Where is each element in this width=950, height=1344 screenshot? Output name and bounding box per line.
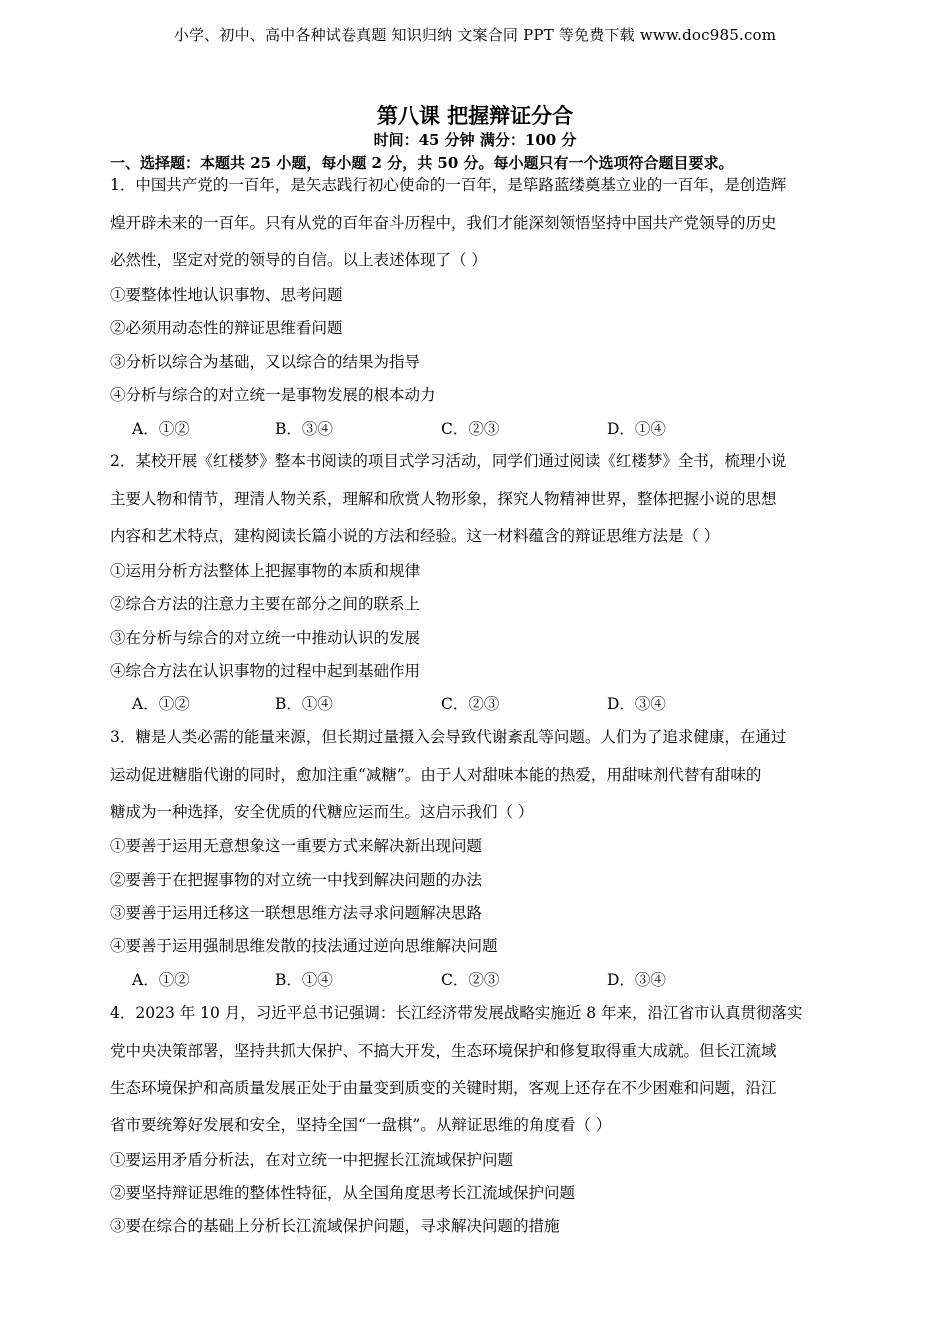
statement-item: ③要在综合的基础上分析长江流域保护问题，寻求解决问题的措施 <box>110 1217 560 1235</box>
option-c: C．②③ <box>441 420 500 438</box>
site-banner: 小学、初中、高中各种试卷真题 知识归纳 文案合同 PPT 等免费下载 www.doc985.com <box>173 26 777 44</box>
option-b: B．③④ <box>275 420 333 438</box>
statement-item: ①要整体性地认识事物、思考问题 <box>110 286 343 304</box>
question-stem-line: 运动促进糖脂代谢的同时，愈加注重“减糖”。由于人对甜味本能的热爱，用甜味剂代替有甜味的 <box>110 766 762 784</box>
statement-item: ③分析以综合为基础，又以综合的结果为指导 <box>110 353 421 371</box>
question-stem-line: 2．某校开展《红楼梦》整本书阅读的项目式学习活动，同学们通过阅读《红楼梦》全书，梳理小说 <box>110 452 787 470</box>
statement-item: ①要运用矛盾分析法，在对立统一中把握长江流域保护问题 <box>110 1151 514 1169</box>
option-b: B．①④ <box>275 695 333 713</box>
statement-item: ④分析与综合的对立统一是事物发展的根本动力 <box>110 386 436 404</box>
option-c: C．②③ <box>441 971 500 989</box>
section-heading: 一、选择题：本题共 25 小题，每小题 2 分，共 50 分。每小题只有一个选项符合题目要求。 <box>110 154 734 172</box>
statement-item: ④综合方法在认识事物的过程中起到基础作用 <box>110 662 421 680</box>
statement-item: ①运用分析方法整体上把握事物的本质和规律 <box>110 562 421 580</box>
option-a: A．①② <box>132 420 190 438</box>
statement-item: ②综合方法的注意力主要在部分之间的联系上 <box>110 595 421 613</box>
question-stem-line: 3．糖是人类必需的能量来源，但长期过量摄入会导致代谢紊乱等问题。人们为了追求健康，在通过 <box>110 728 787 746</box>
statement-item: ①要善于运用无意想象这一重要方式来解决新出现问题 <box>110 837 483 855</box>
statement-item: ③要善于运用迁移这一联想思维方法寻求问题解决思路 <box>110 904 483 922</box>
option-a: A．①② <box>132 695 190 713</box>
question-stem-line: 省市要统筹好发展和安全，坚持全国“一盘棋”。从辩证思维的角度看（ ） <box>110 1116 612 1134</box>
question-stem-line: 内容和艺术特点，建构阅读长篇小说的方法和经验。这一材料蕴含的辩证思维方法是（ ） <box>110 527 720 545</box>
question-stem-line: 生态环境保护和高质量发展正处于由量变到质变的关键时期，客观上还存在不少困难和问题，沿江 <box>110 1079 777 1097</box>
option-d: D．①④ <box>607 420 666 438</box>
option-b: B．①④ <box>275 971 333 989</box>
page-title: 第八课 把握辩证分合 <box>376 103 574 128</box>
option-d: D．③④ <box>607 695 666 713</box>
statement-item: ④要善于运用强制思维发散的技法通过逆向思维解决问题 <box>110 937 498 955</box>
question-stem-line: 1．中国共产党的一百年，是矢志践行初心使命的一百年，是筚路蓝缕奠基立业的一百年，是创造辉 <box>110 176 787 194</box>
statement-item: ②要善于在把握事物的对立统一中找到解决问题的办法 <box>110 871 483 889</box>
question-stem-line: 4．2023 年 10 月，习近平总书记强调：长江经济带发展战略实施近 8 年来，沿江省市认真贯彻落实 <box>110 1004 803 1022</box>
question-stem-line: 糖成为一种选择，安全优质的代糖应运而生。这启示我们（ ） <box>110 803 534 821</box>
question-stem-line: 必然性，坚定对党的领导的自信。以上表述体现了（ ） <box>110 251 487 269</box>
question-stem-line: 煌开辟未来的一百年。只有从党的百年奋斗历程中，我们才能深刻领悟坚持中国共产党领导的历史 <box>110 214 777 232</box>
option-d: D．③④ <box>607 971 666 989</box>
question-stem-line: 党中央决策部署，坚持共抓大保护、不搞大开发，生态环境保护和修复取得重大成就。但长江流域 <box>110 1042 777 1060</box>
question-stem-line: 主要人物和情节，理清人物关系，理解和欣赏人物形象，探究人物精神世界，整体把握小说的思想 <box>110 490 777 508</box>
option-c: C．②③ <box>441 695 500 713</box>
statement-item: ③在分析与综合的对立统一中推动认识的发展 <box>110 629 421 647</box>
statement-item: ②要坚持辩证思维的整体性特征，从全国角度思考长江流域保护问题 <box>110 1184 576 1202</box>
exam-time-score: 时间：45 分钟 满分：100 分 <box>373 131 577 149</box>
statement-item: ②必须用动态性的辩证思维看问题 <box>110 319 343 337</box>
option-a: A．①② <box>132 971 190 989</box>
